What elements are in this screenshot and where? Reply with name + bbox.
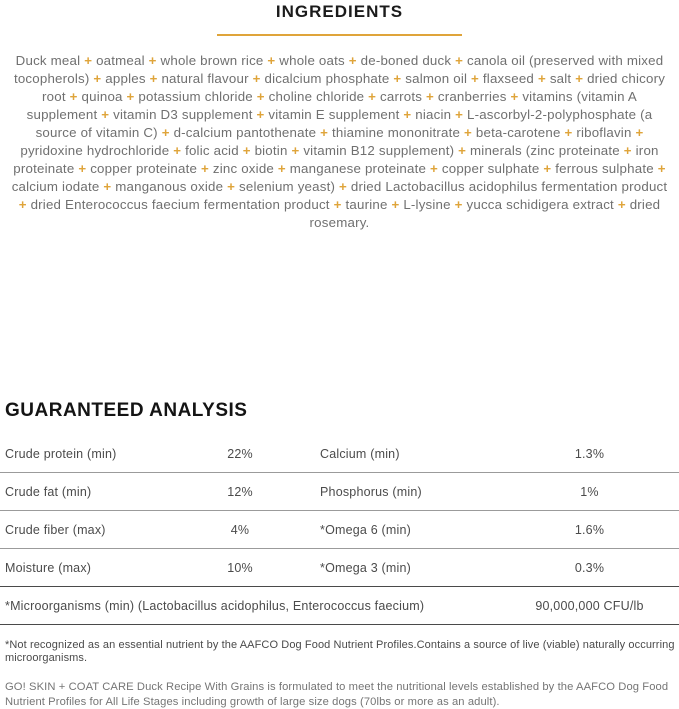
plus-separator: + bbox=[422, 89, 438, 104]
analysis-label: *Microorganisms (min) (Lactobacillus acidophilus, Enterococcus faecium) bbox=[5, 598, 425, 613]
plus-separator: + bbox=[539, 161, 556, 176]
plus-separator: + bbox=[65, 89, 82, 104]
plus-separator: + bbox=[329, 197, 346, 212]
analysis-label: *Omega 3 (min) bbox=[320, 560, 412, 575]
plus-separator: + bbox=[144, 53, 161, 68]
plus-separator: + bbox=[619, 143, 636, 158]
plus-separator: + bbox=[387, 197, 404, 212]
plus-separator: + bbox=[145, 71, 162, 86]
analysis-label: Moisture (max) bbox=[5, 560, 92, 575]
plus-separator: + bbox=[450, 197, 467, 212]
plus-separator: + bbox=[364, 89, 381, 104]
plus-separator: + bbox=[571, 71, 588, 86]
plus-separator: + bbox=[451, 53, 467, 68]
plus-separator: + bbox=[506, 89, 523, 104]
formulation-statement: GO! SKIN + COAT CARE Duck Recipe With Grains is formulated to meet the nutritional levels established by the AAFCO Dog Food Nutrient Profiles for All Life Stages including growth of large size dogs (70lbs or more as an adult). bbox=[5, 681, 669, 708]
plus-separator: + bbox=[99, 179, 116, 194]
plus-separator: + bbox=[157, 125, 174, 140]
plus-separator: + bbox=[631, 125, 644, 140]
gold-divider bbox=[217, 34, 462, 36]
asterisk-footnote: *Not recognized as an essential nutrient by the AAFCO Dog Food Nutrient Profiles.Contains a source of live (viable) naturally occurring microorganisms. bbox=[5, 639, 675, 664]
guaranteed-analysis-table bbox=[0, 435, 679, 625]
analysis-label: *Omega 6 (min) bbox=[320, 522, 412, 537]
analysis-value: 10% bbox=[227, 560, 253, 575]
analysis-value: 90,000,000 CFU/lb bbox=[535, 598, 644, 613]
plus-separator: + bbox=[534, 71, 550, 86]
plus-separator: + bbox=[97, 107, 114, 122]
analysis-label: Phosphorus (min) bbox=[320, 484, 422, 499]
plus-separator: + bbox=[274, 161, 290, 176]
plus-separator: + bbox=[467, 71, 483, 86]
table-row bbox=[0, 435, 679, 473]
plus-separator: + bbox=[197, 161, 213, 176]
plus-separator: + bbox=[613, 197, 630, 212]
plus-separator: + bbox=[169, 143, 186, 158]
guaranteed-analysis-title: GUARANTEED ANALYSIS bbox=[5, 400, 248, 421]
table-row bbox=[0, 473, 679, 511]
plus-separator: + bbox=[653, 161, 666, 176]
plus-separator: + bbox=[560, 125, 577, 140]
analysis-value: 1% bbox=[580, 484, 599, 499]
plus-separator: + bbox=[74, 161, 91, 176]
plus-separator: + bbox=[223, 179, 239, 194]
plus-separator: + bbox=[344, 53, 361, 68]
analysis-value: 22% bbox=[227, 446, 253, 461]
plus-separator: + bbox=[89, 71, 106, 86]
plus-separator: + bbox=[18, 197, 31, 212]
table-row-microorganisms bbox=[0, 587, 679, 625]
ingredients-title: INGREDIENTS bbox=[275, 2, 404, 21]
plus-separator: + bbox=[399, 107, 416, 122]
analysis-label: Crude fat (min) bbox=[5, 484, 92, 499]
analysis-value: 1.6% bbox=[574, 522, 605, 537]
plus-separator: + bbox=[252, 107, 269, 122]
plus-separator: + bbox=[316, 125, 332, 140]
table-row bbox=[0, 549, 679, 587]
analysis-value: 12% bbox=[227, 484, 253, 499]
analysis-value: 0.3% bbox=[574, 560, 605, 575]
plus-separator: + bbox=[122, 89, 139, 104]
plus-separator: + bbox=[389, 71, 406, 86]
plus-separator: + bbox=[460, 125, 476, 140]
plus-separator: + bbox=[454, 143, 471, 158]
plus-separator: + bbox=[426, 161, 442, 176]
analysis-label: Calcium (min) bbox=[320, 446, 400, 461]
plus-separator: + bbox=[248, 71, 265, 86]
ingredients-text: Duck meal + oatmeal + whole brown rice + whole oats + de-boned duck + canola oil (preserved with mixed tocopherols) + apples + natural flavour + dicalcium phosphate + salmon oil + flaxseed + salt + dried chicory root + quinoa + potassium chloride + choline chloride + carrots + cranberries + vitamins (vitamin A supplement + vitamin D3 supplement + vitamin E supplement + niacin + L-ascorbyl-2-polyphosphate (a source of vitamin C) + d-calcium pantothenate + thiamine mononitrate + beta-carotene + riboflavin + pyridoxine hydrochloride + folic acid + biotin + vitamin B12 supplement) + minerals (zinc proteinate + iron proteinate + copper proteinate + zinc oxide + manganese proteinate + copper sulphate + ferrous sulphate + calcium iodate + manganous oxide + selenium yeast) + dried Lactobacillus acidophilus fermentation product + dried Enterococcus faecium fermentation product + taurine + L-lysine + yucca schidigera extract + dried rosemary. bbox=[11, 53, 668, 230]
plus-separator: + bbox=[335, 179, 351, 194]
plus-separator: + bbox=[263, 53, 280, 68]
analysis-value: 4% bbox=[230, 522, 250, 537]
analysis-value: 1.3% bbox=[574, 446, 605, 461]
plus-separator: + bbox=[252, 89, 269, 104]
plus-separator: + bbox=[451, 107, 467, 122]
plus-separator: + bbox=[80, 53, 97, 68]
table-row bbox=[0, 511, 679, 549]
analysis-label: Crude fiber (max) bbox=[5, 522, 106, 537]
plus-separator: + bbox=[238, 143, 255, 158]
plus-separator: + bbox=[287, 143, 304, 158]
analysis-label: Crude protein (min) bbox=[5, 446, 117, 461]
